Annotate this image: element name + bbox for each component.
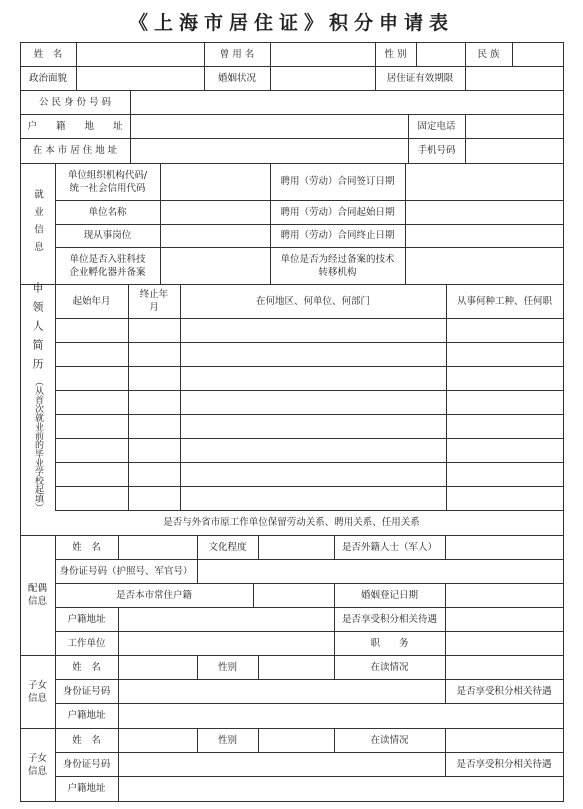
- spouse-name-field[interactable]: [119, 536, 197, 559]
- child-name-field[interactable]: [119, 656, 197, 679]
- child-gender-label: 性别: [217, 734, 237, 746]
- child-hukou-label: 户籍地址: [67, 783, 106, 794]
- spouse-foreigner-field[interactable]: [446, 536, 563, 559]
- landline-label: 固定电话: [417, 120, 456, 132]
- contract-end-date-label: 聘用（劳动）合同终止日期: [280, 230, 395, 241]
- employment-section-label: 就业信息: [32, 188, 43, 259]
- resume-start-field[interactable]: [56, 463, 128, 486]
- contract-end-date-field[interactable]: [406, 225, 563, 247]
- spouse-id-field[interactable]: [198, 560, 563, 583]
- marital-status-field[interactable]: [271, 67, 375, 90]
- resume-place-field[interactable]: [181, 487, 446, 510]
- relation-note-label: 是否与外省市原工作单位保留劳动关系、聘用关系、任用关系: [163, 517, 420, 528]
- child-gender-label: 性别: [217, 661, 237, 673]
- mobile-field[interactable]: [466, 139, 563, 163]
- resume-col-place: 在何地区、何单位、何部门: [255, 295, 370, 307]
- shanghai-address-field[interactable]: [131, 139, 408, 163]
- id-number-field[interactable]: [131, 91, 563, 114]
- spouse-job-title-label: 职 务: [370, 637, 409, 649]
- resume-place-field[interactable]: [181, 463, 446, 486]
- political-status-field[interactable]: [77, 67, 204, 90]
- spouse-benefit-label: 是否享受积分相关待遇: [341, 613, 437, 625]
- contract-sign-date-label: 聘用（劳动）合同签订日期: [280, 176, 395, 187]
- spouse-section-label: 配偶 信息: [27, 583, 47, 607]
- ethnicity-label: 民 族: [477, 48, 500, 60]
- child-hukou-field[interactable]: [119, 704, 563, 728]
- spouse-hukou-field[interactable]: [119, 608, 334, 631]
- spouse-resident-label: 是否本市常住户籍: [115, 589, 192, 601]
- resume-col-job: 从事何种工种、任何职: [456, 295, 552, 307]
- spouse-employer-label: 工作单位: [67, 637, 106, 649]
- child-section-label: 子女 信息: [27, 752, 47, 777]
- resume-place-field[interactable]: [181, 391, 446, 414]
- resume-end-field[interactable]: [129, 463, 180, 486]
- position-field[interactable]: [161, 225, 270, 247]
- child-school-field[interactable]: [446, 729, 563, 752]
- spouse-name-label: 姓 名: [72, 541, 101, 553]
- table-border-right: [563, 42, 564, 801]
- table-line: [20, 801, 564, 802]
- child-hukou-field[interactable]: [119, 777, 563, 801]
- resume-start-field[interactable]: [56, 343, 128, 366]
- resume-section-label: [20, 284, 55, 510]
- gender-label: 性 别: [384, 48, 407, 60]
- resume-start-field[interactable]: [56, 319, 128, 342]
- child-gender-field[interactable]: [259, 656, 334, 679]
- spouse-education-field[interactable]: [259, 536, 334, 559]
- resume-job-field[interactable]: [447, 343, 563, 366]
- spouse-employer-field[interactable]: [119, 632, 334, 655]
- landline-field[interactable]: [466, 115, 563, 138]
- resume-job-field[interactable]: [447, 487, 563, 510]
- resume-section-note: （从首次就业前的毕业学校起填）: [33, 377, 43, 512]
- child-id-label: 身份证号码: [62, 685, 111, 697]
- permit-validity-field[interactable]: [466, 67, 563, 90]
- resume-job-field[interactable]: [447, 439, 563, 462]
- former-name-label: 曾 用 名: [219, 48, 255, 60]
- child-benefit-label: 是否享受积分相关待遇: [456, 758, 552, 770]
- permit-validity-label: 居住证有效期限: [386, 72, 454, 84]
- tech-transfer-field[interactable]: [406, 248, 563, 284]
- resume-col-end: 终止年 月: [139, 289, 169, 313]
- spouse-id-label: 身份证号码（护照号、军官号）: [59, 565, 193, 577]
- resume-end-field[interactable]: [129, 415, 180, 438]
- resume-place-field[interactable]: [181, 367, 446, 390]
- org-code-label: 单位组织机构代码/ 统一社会信用代码: [67, 169, 148, 194]
- child-section-label: 子女 信息: [27, 679, 47, 704]
- name-label: 姓 名: [33, 48, 63, 60]
- resume-job-field[interactable]: [447, 367, 563, 390]
- resume-col-start: 起始年月: [72, 295, 111, 307]
- tech-incubator-field[interactable]: [161, 248, 270, 284]
- resume-end-field[interactable]: [129, 343, 180, 366]
- company-name-field[interactable]: [161, 201, 270, 224]
- child-school-label: 在读情况: [370, 661, 409, 673]
- child-id-field[interactable]: [119, 753, 445, 776]
- marital-status-label: 婚姻状况: [217, 72, 256, 84]
- resume-job-field[interactable]: [447, 463, 563, 486]
- child-name-field[interactable]: [119, 729, 197, 752]
- contract-sign-date-field[interactable]: [406, 164, 563, 200]
- resume-place-field[interactable]: [181, 343, 446, 366]
- resume-job-field[interactable]: [447, 415, 563, 438]
- tech-incubator-label: 单位是否入驻科技 企业孵化器并备案: [69, 253, 146, 278]
- resume-end-field[interactable]: [129, 391, 180, 414]
- tech-transfer-label: 单位是否为经过备案的技术 转移机构: [280, 253, 395, 278]
- hukou-address-label: 户 籍 地 址: [27, 120, 123, 132]
- resume-start-field[interactable]: [56, 391, 128, 414]
- child-school-label: 在读情况: [370, 734, 409, 746]
- company-name-label: 单位名称: [88, 206, 127, 218]
- resume-place-field[interactable]: [181, 439, 446, 462]
- child-school-field[interactable]: [446, 656, 563, 679]
- child-name-label: 姓 名: [72, 734, 101, 746]
- id-number-label: 公 民 身 份 号 码: [38, 96, 112, 108]
- child-id-label: 身份证号码: [62, 758, 111, 770]
- name-field[interactable]: [77, 43, 204, 66]
- spouse-education-label: 文化程度: [208, 541, 247, 553]
- resume-section-title: 申领人简历: [31, 282, 44, 377]
- hukou-address-field[interactable]: [131, 115, 408, 138]
- spouse-hukou-label: 户籍地址: [67, 613, 106, 625]
- resume-start-field[interactable]: [56, 487, 128, 510]
- resume-start-field[interactable]: [56, 439, 128, 462]
- ethnicity-field[interactable]: [513, 43, 563, 66]
- child-hukou-label: 户籍地址: [67, 710, 106, 721]
- former-name-field[interactable]: [271, 43, 375, 66]
- child-id-field[interactable]: [119, 680, 445, 703]
- mobile-label: 手机号码: [417, 145, 456, 156]
- shanghai-address-label: 在 本 市 居 住 地 址: [32, 145, 118, 156]
- spouse-resident-field[interactable]: [254, 584, 334, 607]
- resume-job-field[interactable]: [447, 319, 563, 342]
- position-label: 现从事岗位: [83, 230, 132, 241]
- child-gender-field[interactable]: [259, 729, 334, 752]
- resume-start-field[interactable]: [56, 415, 128, 438]
- resume-place-field[interactable]: [181, 319, 446, 342]
- form-title: 《上海市居住证》积分申请表: [128, 12, 454, 34]
- resume-end-field[interactable]: [129, 367, 180, 390]
- org-code-field[interactable]: [161, 164, 270, 200]
- contract-start-date-field[interactable]: [406, 201, 563, 224]
- spouse-foreigner-label: 是否外籍人士（军人）: [341, 541, 437, 553]
- resume-start-field[interactable]: [56, 367, 128, 390]
- contract-start-date-label: 聘用（劳动）合同起始日期: [280, 206, 395, 218]
- spouse-benefit-field[interactable]: [446, 608, 563, 631]
- spouse-job-title-field[interactable]: [446, 632, 563, 655]
- child-benefit-label: 是否享受积分相关待遇: [456, 685, 552, 697]
- spouse-marriage-date-label: 婚姻登记日期: [360, 589, 418, 601]
- spouse-marriage-date-field[interactable]: [446, 584, 563, 607]
- resume-job-field[interactable]: [447, 391, 563, 414]
- gender-field[interactable]: [417, 43, 465, 66]
- resume-place-field[interactable]: [181, 415, 446, 438]
- resume-end-field[interactable]: [129, 487, 180, 510]
- child-name-label: 姓 名: [72, 661, 101, 673]
- political-status-label: 政治面貌: [28, 72, 67, 84]
- resume-end-field[interactable]: [129, 319, 180, 342]
- resume-end-field[interactable]: [129, 439, 180, 462]
